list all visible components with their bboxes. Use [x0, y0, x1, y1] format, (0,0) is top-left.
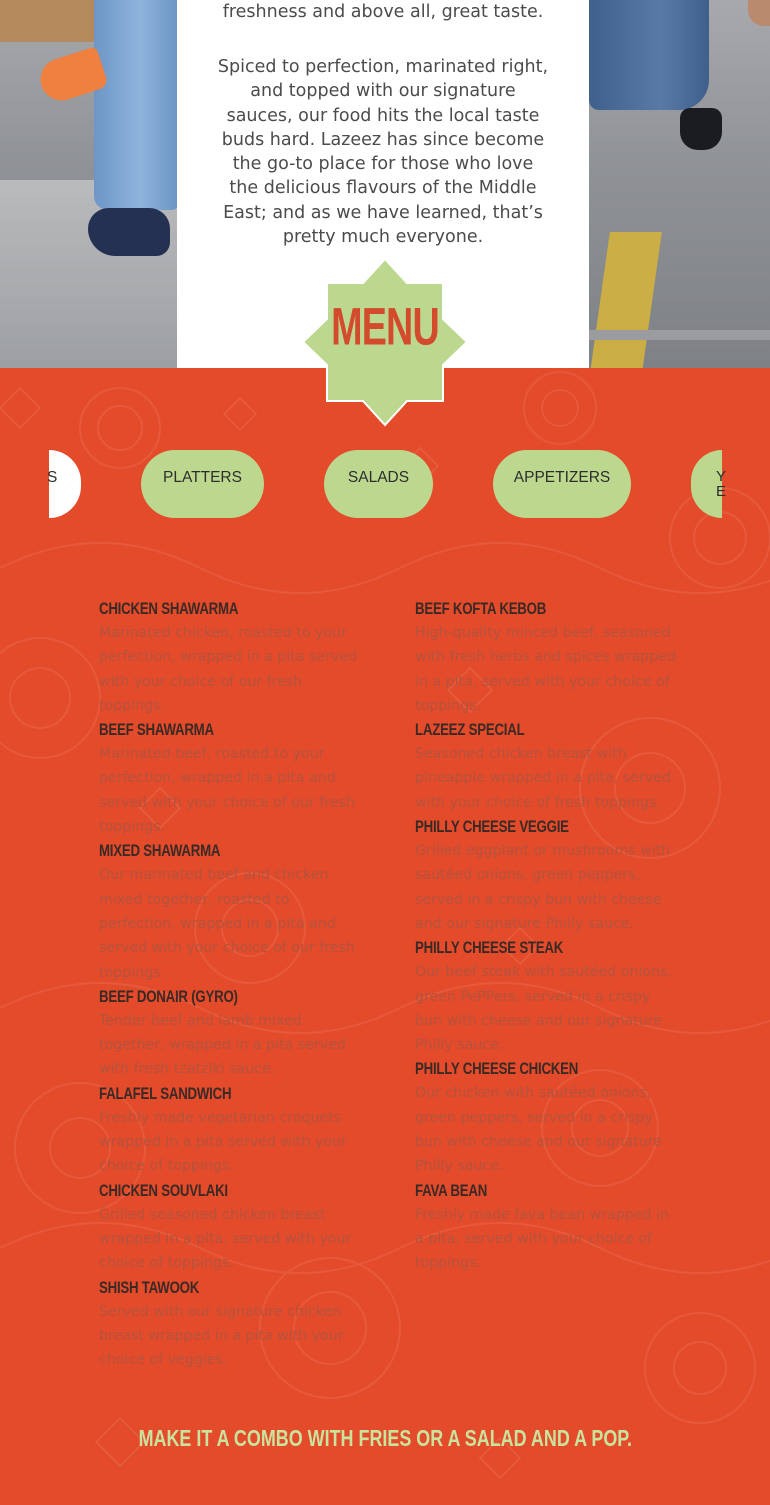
menu-item-name: BEEF SHAWARMA	[99, 720, 214, 740]
menu-item-desc: Marinated beef, roasted to your perfection, wrapped in a pita and served with your choice of our fresh toppings.	[99, 746, 355, 836]
menu-item-desc: Freshly made vegetarian croquets wrapped in a pita served with your choice of toppings.	[99, 1109, 347, 1175]
menu-item-name: FALAFEL SANDWICH	[99, 1083, 232, 1103]
menu-item-desc: Our marinated beef and chicken mixed together, roasted to perfection, wrapped in a pita and served with your choice of our fresh toppings.	[99, 867, 355, 981]
menu-item	[99, 718, 361, 839]
menu-item-desc: High-quality minced beef, seasoned with fresh herbs and spices wrapped in a pita, served with your choice of toppings.	[415, 625, 677, 714]
category-tab-platters[interactable]	[141, 450, 264, 518]
about-text-1: freshness and above all, great taste.	[222, 2, 544, 22]
menu-item-name: FAVA BEAN	[415, 1180, 488, 1200]
menu-item-name: PHILLY CHEESE STEAK	[415, 938, 564, 958]
combo-note	[0, 1425, 770, 1452]
menu-column-left	[99, 597, 361, 1372]
category-tab-appetizers[interactable]	[493, 450, 631, 518]
menu-item	[415, 815, 677, 936]
menu-item	[99, 597, 361, 718]
menu-column-right	[415, 597, 677, 1276]
menu-item	[415, 718, 677, 815]
menu-title: MENU	[331, 296, 439, 356]
menu-item	[99, 839, 361, 984]
menu-item	[415, 597, 677, 718]
menu-item-desc: Our chicken with sautéed onions, green peppers, served in a crispy bun with cheese and our signature Philly sauce.	[415, 1085, 663, 1175]
category-label: PLATTERS	[163, 469, 242, 486]
menu-item-desc: Marinated chicken, roasted to your perfection, wrapped in a pita served with your choice of our fresh toppings.	[99, 625, 358, 714]
menu-item-desc: Grilled eggplant or mushrooms with sautéed onions, green peppers, served in a crispy bun with cheese and our signature Philly sauce.	[415, 843, 671, 932]
menu-item-desc: Grilled seasoned chicken breast wrapped in a pita, served with your choice of toppings.	[99, 1206, 352, 1272]
menu-item-name: MIXED SHAWARMA	[99, 841, 221, 861]
menu-item	[99, 1276, 361, 1373]
menu-item-desc: Served with our signature chicken breast wrapped in a pita with your choice of veggies.	[99, 1303, 344, 1369]
menu-item	[99, 1179, 361, 1276]
menu-item-desc: Freshly made fava bean wrapped in a pita, served with your choice of toppings.	[415, 1206, 669, 1272]
menu-item-name: CHICKEN SHAWARMA	[99, 599, 239, 618]
category-label: Y E	[716, 468, 727, 500]
about-text-2: Spiced to perfection, marinated right, and topped with our signature sauces, our food hits the local taste buds hard. Lazeez has since become the go-to place for those who love the delicious flavours of the Middle East; and as we have learned, that’s pretty much everyone.	[217, 57, 549, 248]
category-label: S	[47, 469, 58, 486]
menu-item-name: PHILLY CHEESE VEGGIE	[415, 817, 569, 837]
menu-item-desc: Tender beef and lamb mixed together, wrapped in a pita served with fresh tzatziki sauce.	[99, 1012, 346, 1078]
menu-item-desc: Seasoned chicken breast with pineapple wrapped in a pita, served with your choice of fresh toppings.	[415, 746, 671, 811]
combo-note-text: MAKE IT A COMBO WITH FRIES OR A SALAD AND A POP.	[138, 1425, 632, 1451]
menu-item	[99, 985, 361, 1082]
menu-item-name: CHICKEN SOUVLAKI	[99, 1180, 228, 1200]
menu-item	[99, 1082, 361, 1179]
menu-item-desc: Our beef steak with sautéed onions, green PePPers, served in a crispy bun with cheese and our signature Philly sauce.	[415, 964, 672, 1054]
menu-item	[415, 936, 677, 1057]
category-label: SALADS	[347, 469, 410, 486]
menu-item-name: PHILLY CHEESE CHICKEN	[415, 1059, 579, 1079]
menu-item-name: BEEF KOFTA KEBOB	[415, 599, 547, 618]
menu-item	[415, 1179, 677, 1276]
menu-item-name: BEEF DONAIR (GYRO)	[99, 986, 238, 1006]
menu-item-name: LAZEEZ SPECIAL	[415, 720, 525, 740]
menu-item-name: SHISH TAWOOK	[99, 1277, 200, 1297]
category-tab-salads[interactable]	[324, 450, 433, 518]
menu-item	[415, 1057, 677, 1178]
menu-badge	[303, 259, 467, 425]
category-label: APPETIZERS	[513, 469, 611, 486]
